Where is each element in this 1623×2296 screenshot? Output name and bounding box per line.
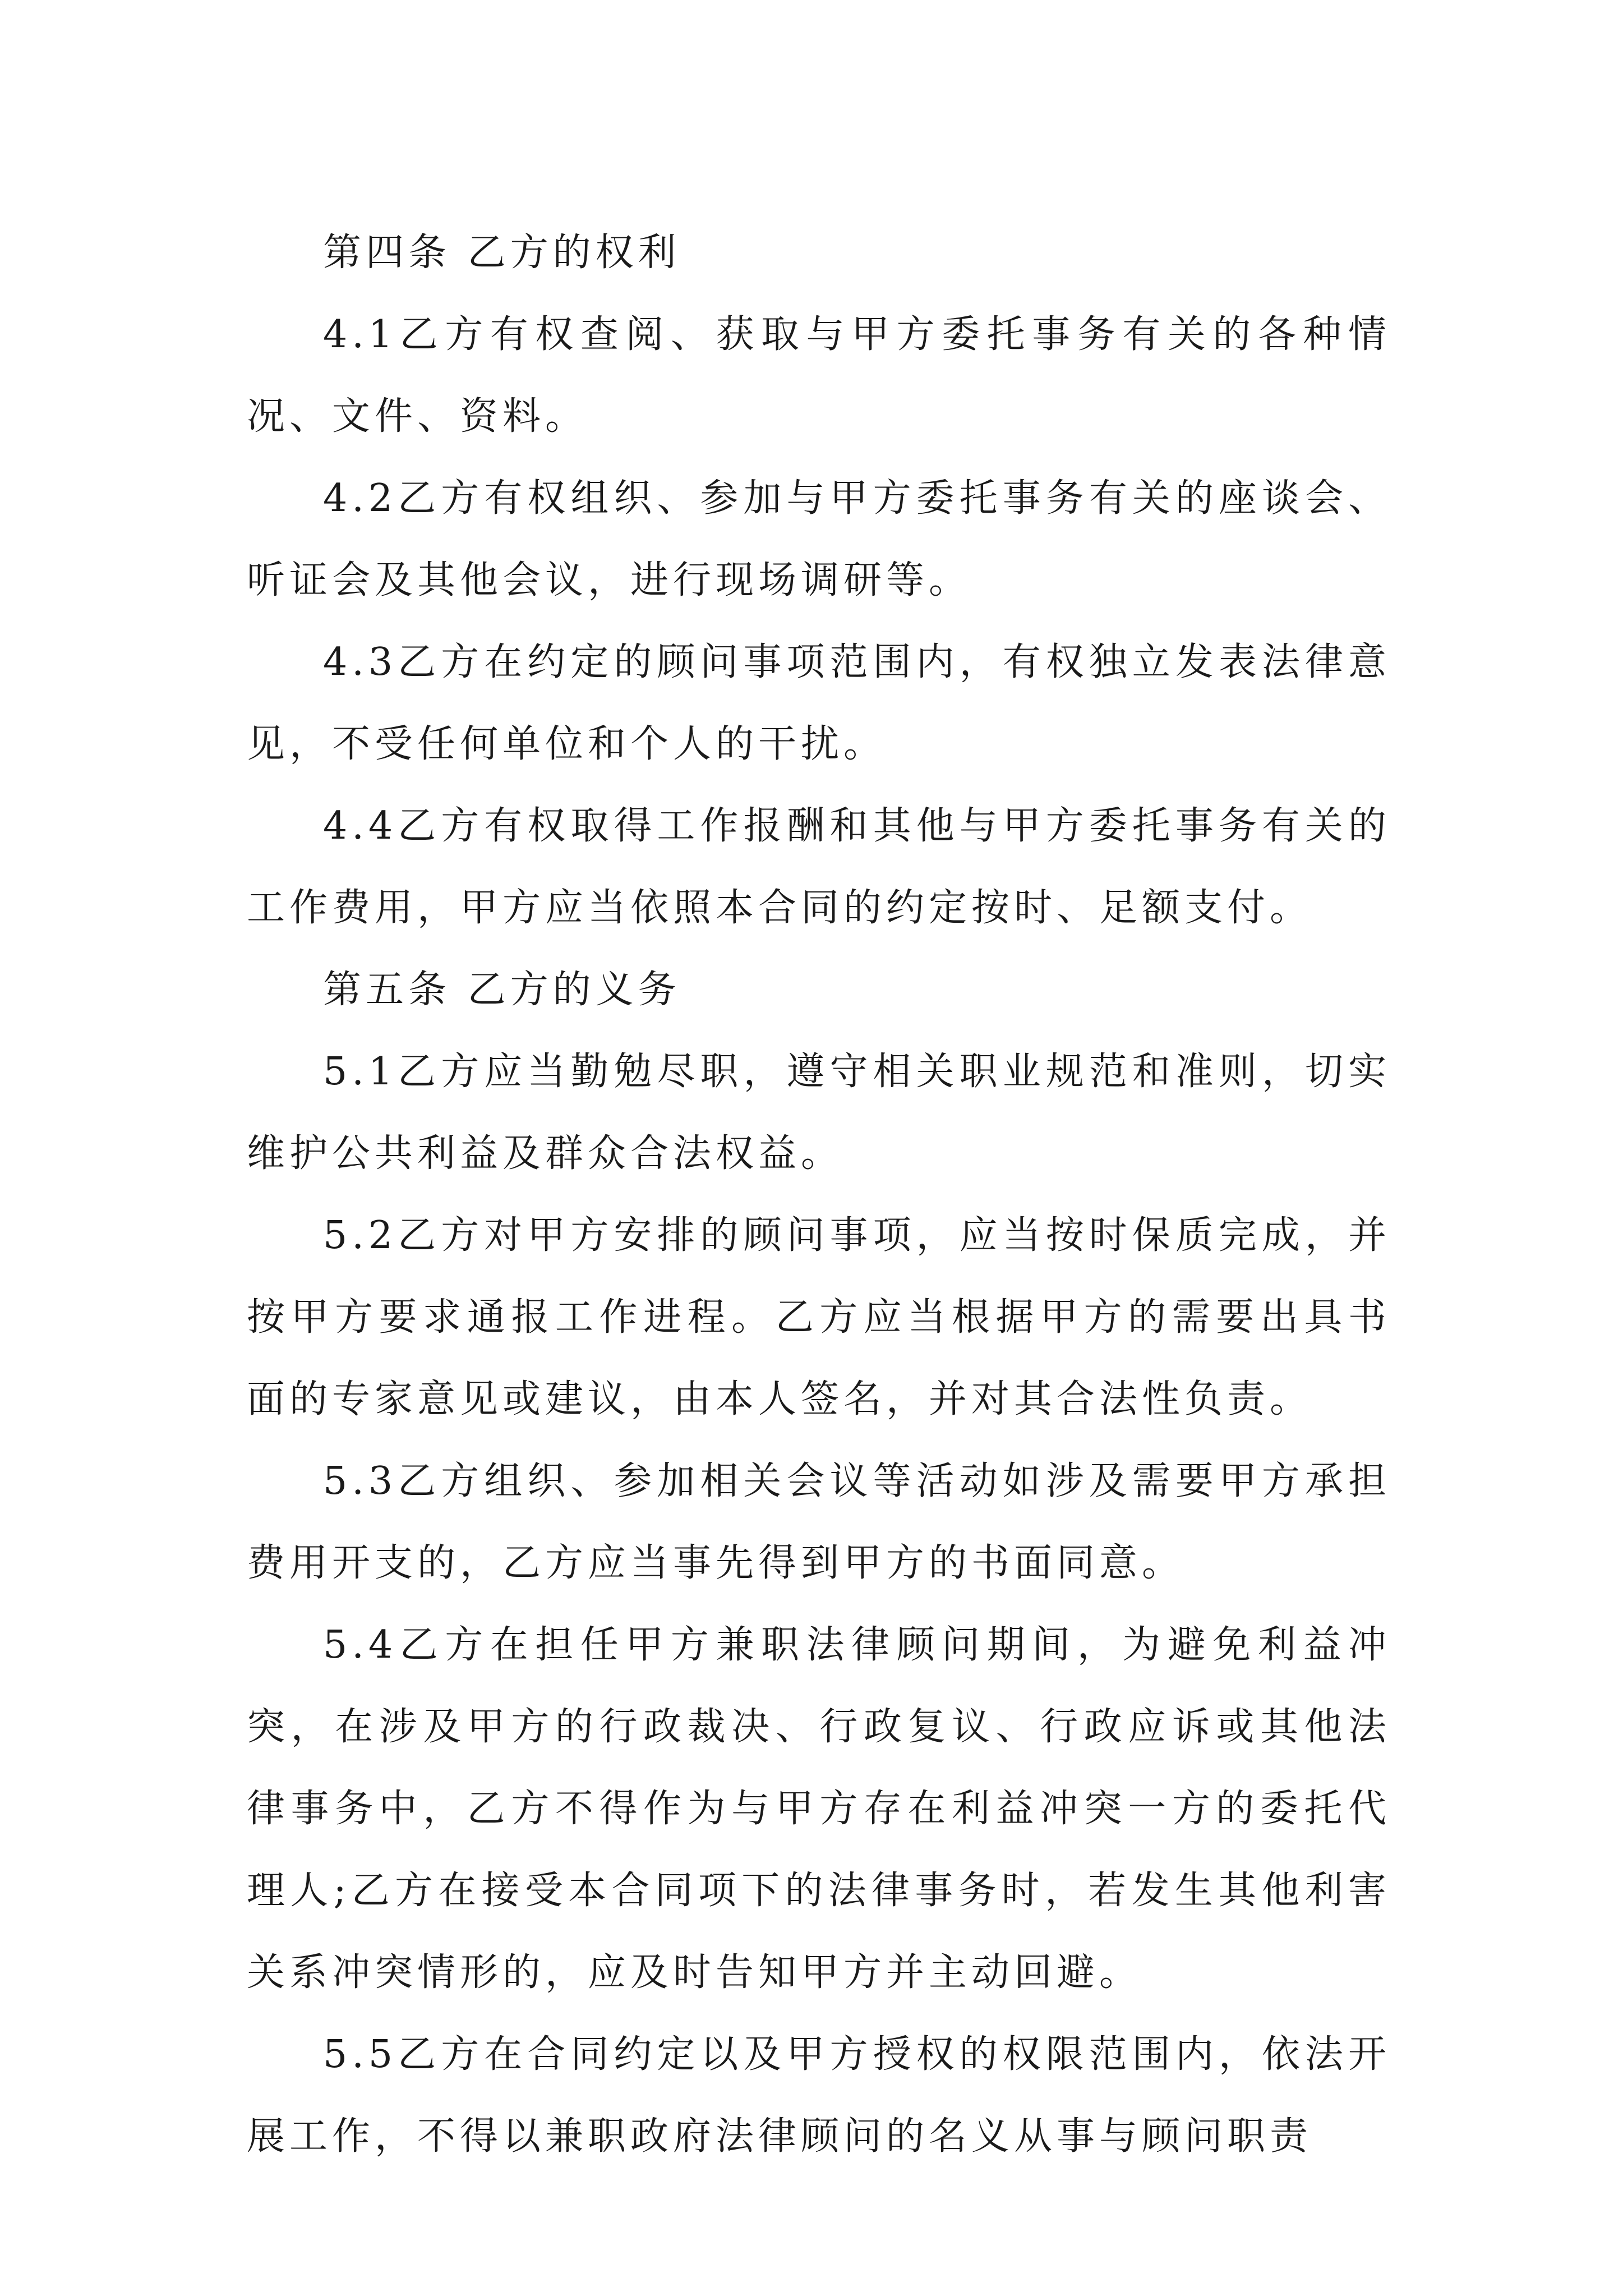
clause-4-2: 4.2乙方有权组织、参加与甲方委托事务有关的座谈会、听证会及其他会议，进行现场调研等。 (247, 476, 1391, 602)
clause-5-5: 5.5乙方在合同约定以及甲方授权的权限范围内，依法开展工作，不得以兼职政府法律顾问的名义从事与顾问职责 (247, 2032, 1391, 2159)
clause-5-4: 5.4乙方在担任甲方兼职法律顾问期间，为避免利益冲突，在涉及甲方的行政裁决、行政复议、行政应诉或其他法律事务中，乙方不得作为与甲方存在利益冲突一方的委托代理人;乙方在接受本合同项下的法律事务时，若发生其他利害关系冲突情形的，应及时告知甲方并主动回避。 (247, 1623, 1391, 1995)
clause-4-4: 4.4乙方有权取得工作报酬和其他与甲方委托事务有关的工作费用，甲方应当依照本合同的约定按时、足额支付。 (247, 804, 1391, 930)
clause-5-1: 5.1乙方应当勤勉尽职，遵守相关职业规范和准则，切实维护公共利益及群众合法权益。 (247, 1050, 1391, 1176)
article-4-heading: 第四条 乙方的权利 (323, 231, 681, 275)
clause-5-3: 5.3乙方组织、参加相关会议等活动如涉及需要甲方承担费用开支的，乙方应当事先得到甲方的书面同意。 (247, 1459, 1391, 1585)
clause-4-1: 4.1乙方有权查阅、获取与甲方委托事务有关的各种情况、文件、资料。 (247, 312, 1391, 439)
clause-4-3: 4.3乙方在约定的顾问事项范围内，有权独立发表法律意见，不受任何单位和个人的干扰。 (247, 640, 1391, 766)
document-body (247, 212, 1391, 2178)
article-5-heading: 第五条 乙方的义务 (323, 968, 681, 1012)
clause-5-2: 5.2乙方对甲方安排的顾问事项，应当按时保质完成，并按甲方要求通报工作进程。乙方应当根据甲方的需要出具书面的专家意见或建议，由本人签名，并对其合法性负责。 (247, 1213, 1391, 1421)
